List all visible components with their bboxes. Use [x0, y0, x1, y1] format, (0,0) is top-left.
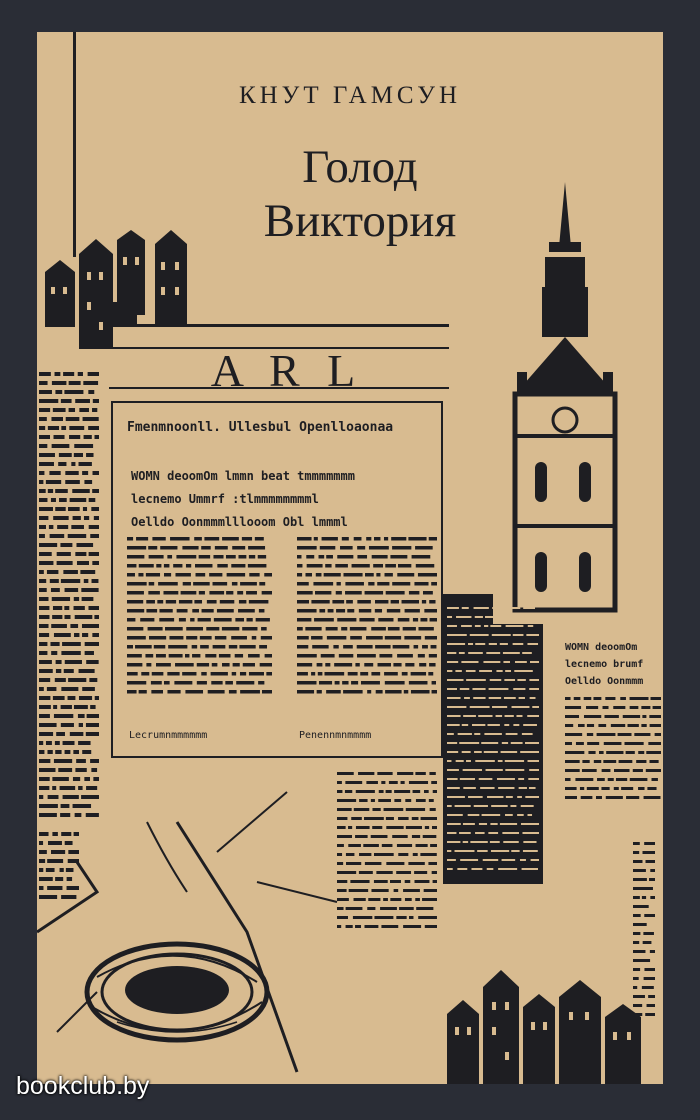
- newspaper-masthead: A R L: [210, 345, 364, 396]
- headline-main: Fmenmnoonll. Ullesbul Openlloaonaa: [127, 420, 394, 435]
- side-news-1: WOMN deoomOm: [565, 642, 638, 653]
- article-body: [127, 537, 437, 694]
- vertical-text-strip: [633, 842, 655, 1016]
- newspaper-column-dark: [443, 594, 543, 884]
- book-title-line-1: Голод: [302, 141, 418, 193]
- side-news-2: lecnemo brumf: [565, 659, 644, 670]
- newspaper-column-left: [39, 372, 99, 899]
- book-cover: [37, 32, 663, 1084]
- news-headline-2: lecnemo Ummrf :tlmmmmmmmml: [131, 492, 319, 506]
- column-footer-left: Lecrumnmmmmmm: [129, 730, 208, 741]
- newspaper-column-right: [565, 697, 661, 799]
- news-headline-1: WOMN deoomOm lmmn beat tmmmmmmm: [131, 469, 355, 483]
- site-watermark: bookclub.by: [16, 1072, 150, 1100]
- bird-nest-illustration: [37, 792, 337, 1072]
- book-title-line-2: Виктория: [263, 195, 457, 247]
- news-headline-3: Oelldo Oonmmmlllooom Obl lmmml: [131, 515, 348, 529]
- newspaper-column-center: [337, 772, 437, 928]
- side-news-3: Oelldo Oonmmm: [565, 676, 644, 687]
- author-name: КНУТ ГАМСУН: [238, 82, 462, 109]
- column-footer-right: Penennmnmmmm: [299, 730, 372, 741]
